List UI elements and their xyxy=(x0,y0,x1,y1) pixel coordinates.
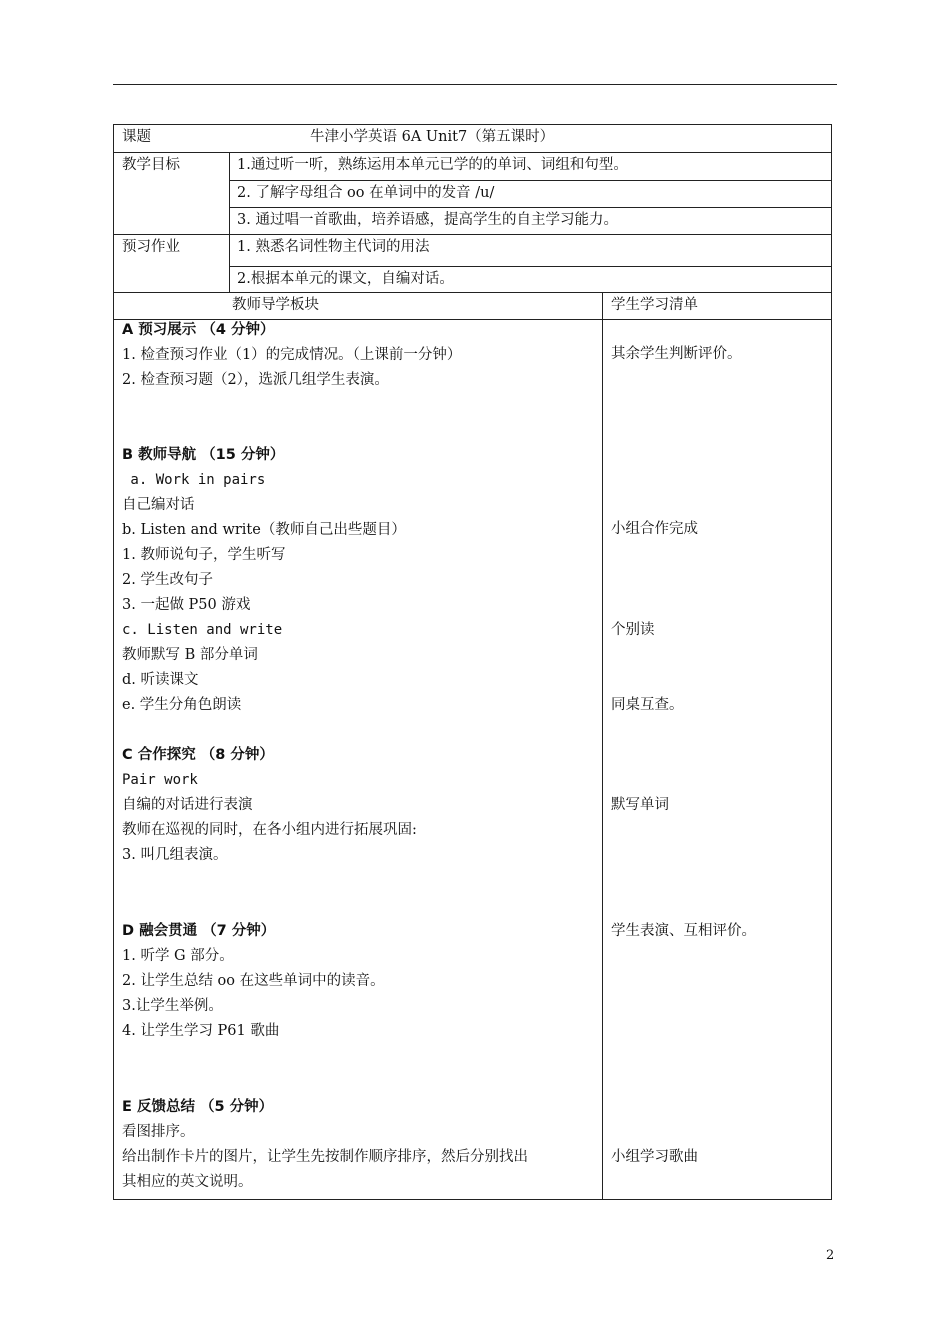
guide-line: 教师默写 B 部分单词 xyxy=(122,647,258,663)
guide-line: c. Listen and write xyxy=(122,622,283,638)
guide-line: 看图排序。 xyxy=(122,1124,195,1140)
section-c-heading: C 合作探究 （8 分钟） xyxy=(122,747,274,763)
preview-item: 2.根据本单元的课文，自编对话。 xyxy=(229,266,831,293)
guide-line: 3. 叫几组表演。 xyxy=(122,847,228,863)
left-column-header: 教师导学板块 xyxy=(232,297,319,313)
lesson-plan-table xyxy=(113,124,832,1200)
objective-item: 3. 通过唱一首歌曲，培养语感，提高学生的自主学习能力。 xyxy=(229,207,831,235)
student-item: 学生表演、互相评价。 xyxy=(611,923,756,939)
guide-line: 1. 检查预习作业（1）的完成情况。（上课前一分钟） xyxy=(122,347,462,363)
section-a-heading: A 预习展示 （4 分钟） xyxy=(122,322,275,338)
section-d-heading: D 融会贯通 （7 分钟） xyxy=(122,923,276,939)
preview-label: 预习作业 xyxy=(122,239,180,255)
student-checklist xyxy=(611,320,827,1199)
objectives-list xyxy=(229,153,831,234)
header-rule xyxy=(113,84,837,85)
guide-line: 自己编对话 xyxy=(122,497,195,513)
guide-line: 2. 学生改句子 xyxy=(122,572,213,588)
topic-title: 牛津小学英语 6A Unit7（第五课时） xyxy=(310,129,555,145)
student-item: 小组学习歌曲 xyxy=(611,1149,698,1165)
guide-line: 教师在巡视的同时，在各小组内进行拓展巩固: xyxy=(122,822,417,838)
body-row xyxy=(114,319,831,1199)
objectives-label: 教学目标 xyxy=(122,157,180,173)
preview-row xyxy=(114,234,831,292)
guide-line: d. 听读课文 xyxy=(122,672,199,688)
section-b-heading: B 教师导航 （15 分钟） xyxy=(122,447,285,463)
teacher-guide xyxy=(122,320,598,1199)
guide-line: a. Work in pairs xyxy=(122,472,266,488)
guide-line: 3.让学生举例。 xyxy=(122,998,223,1014)
guide-line: 3. 一起做 P50 游戏 xyxy=(122,597,251,613)
objective-item: 2. 了解字母组合 oo 在单词中的发音 /u/ xyxy=(229,180,831,207)
guide-line: 2. 检查预习题（2），选派几组学生表演。 xyxy=(122,372,389,388)
guide-line: 其相应的英文说明。 xyxy=(122,1174,253,1190)
guide-line: 给出制作卡片的图片，让学生先按制作顺序排序，然后分别找出 xyxy=(122,1149,528,1165)
section-e-heading: E 反馈总结 （5 分钟） xyxy=(122,1099,274,1115)
student-item: 同桌互查。 xyxy=(611,697,684,713)
student-item: 默写单词 xyxy=(611,797,669,813)
right-column-header: 学生学习清单 xyxy=(611,297,698,313)
guide-line: 自编的对话进行表演 xyxy=(122,797,253,813)
topic-row xyxy=(114,125,831,152)
preview-list xyxy=(229,235,831,292)
guide-line: 1. 教师说句子，学生听写 xyxy=(122,547,286,563)
guide-line: 4. 让学生学习 P61 歌曲 xyxy=(122,1023,280,1039)
page-number: 2 xyxy=(826,1248,835,1263)
objective-item: 1.通过听一听，熟练运用本单元已学的的单词、词组和句型。 xyxy=(237,157,628,173)
guide-line: b. Listen and write（教师自己出些题目） xyxy=(122,522,406,538)
student-item: 小组合作完成 xyxy=(611,521,698,537)
preview-item: 1. 熟悉名词性物主代词的用法 xyxy=(237,239,430,255)
divider xyxy=(602,320,603,1199)
guide-line: Pair work xyxy=(122,772,198,788)
guide-line: e. 学生分角色朗读 xyxy=(122,697,242,713)
column-header-row xyxy=(114,292,831,319)
student-item: 个别读 xyxy=(611,622,655,638)
guide-line: 2. 让学生总结 oo 在这些单词中的读音。 xyxy=(122,973,385,989)
objectives-row xyxy=(114,152,831,234)
guide-line: 1. 听学 G 部分。 xyxy=(122,948,234,964)
student-item: 其余学生判断评价。 xyxy=(611,346,742,362)
divider xyxy=(602,293,603,319)
topic-label: 课题 xyxy=(122,129,151,145)
